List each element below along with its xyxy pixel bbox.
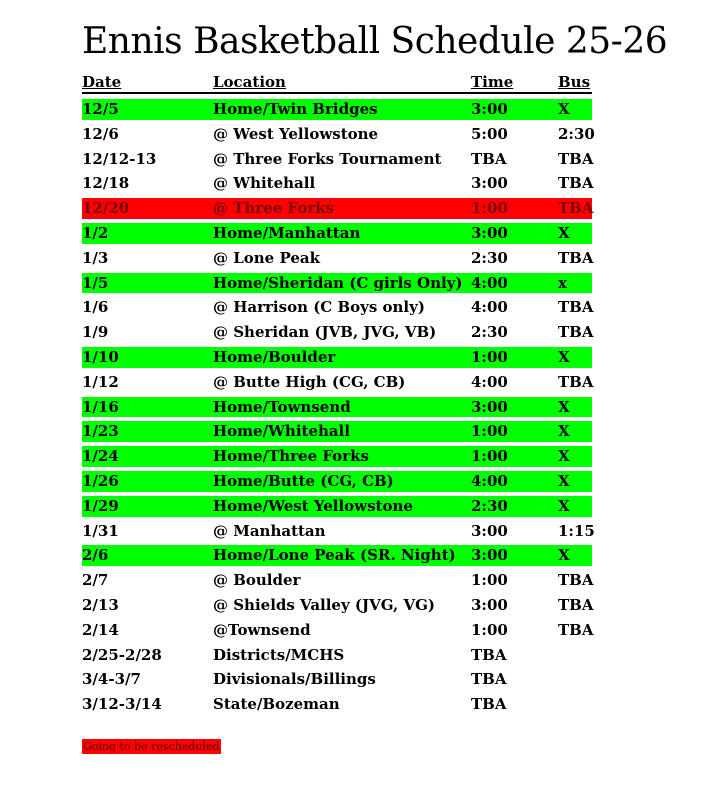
table-row — [82, 295, 592, 320]
table-row — [82, 370, 592, 395]
cell-location: Home/Boulder — [213, 347, 336, 366]
cell-bus: 1:15 — [558, 521, 595, 540]
cell-bus: TBA — [558, 620, 594, 639]
table-row — [82, 147, 592, 172]
table-row — [82, 618, 592, 643]
table-row — [82, 494, 592, 519]
cell-time: 4:00 — [471, 471, 508, 490]
page-title: Ennis Basketball Schedule 25-26 — [82, 21, 668, 62]
cell-location: @ Harrison (C Boys only) — [213, 298, 425, 317]
table-row — [82, 221, 592, 246]
cell-location: Home/Manhattan — [213, 223, 361, 242]
table-row — [82, 643, 592, 668]
table-row — [82, 246, 592, 271]
cell-bus: TBA — [558, 323, 594, 342]
cell-bus: X — [558, 546, 570, 565]
cell-time: 1:00 — [471, 347, 508, 366]
cell-time: TBA — [471, 695, 507, 714]
table-row — [82, 593, 592, 618]
cell-bus: X — [558, 471, 570, 490]
table-row — [82, 543, 592, 568]
cell-time: 2:30 — [471, 323, 508, 342]
cell-time: 3:00 — [471, 595, 508, 614]
cell-date: 1/6 — [82, 298, 109, 317]
cell-time: 2:30 — [471, 248, 508, 267]
cell-time: TBA — [471, 149, 507, 168]
cell-bus: X — [558, 496, 570, 515]
cell-location: Divisionals/Billings — [213, 670, 376, 689]
cell-bus: X — [558, 223, 570, 242]
cell-time: 1:00 — [471, 447, 508, 466]
cell-location: Home/Whitehall — [213, 422, 351, 441]
cell-location: @ Three Forks — [213, 199, 335, 218]
cell-bus: X — [558, 397, 570, 416]
cell-location: @ Three Forks Tournament — [213, 149, 442, 168]
table-row — [82, 692, 592, 717]
reschedule-legend: Going to be rescheduled — [83, 740, 220, 753]
table-row — [82, 395, 592, 420]
cell-location: @ Butte High (CG, CB) — [213, 372, 406, 391]
cell-bus: TBA — [558, 174, 594, 193]
table-row — [82, 469, 592, 494]
table-row — [82, 345, 592, 370]
table-row — [82, 97, 592, 122]
table-row — [82, 122, 595, 147]
table-body — [82, 97, 595, 717]
table-row — [82, 320, 592, 345]
row-highlight — [82, 173, 592, 194]
cell-date: 1/12 — [82, 372, 119, 391]
cell-bus: TBA — [558, 199, 594, 218]
table-row — [82, 419, 592, 444]
table-row — [82, 271, 592, 296]
cell-time: 1:00 — [471, 422, 508, 441]
header-date: Date — [82, 73, 122, 91]
cell-bus: TBA — [558, 149, 594, 168]
cell-location: @ Manhattan — [213, 521, 326, 540]
header-time: Time — [471, 73, 514, 91]
cell-time: 3:00 — [471, 521, 508, 540]
cell-date: 1/3 — [82, 248, 109, 267]
cell-bus: TBA — [558, 248, 594, 267]
cell-date: 1/29 — [82, 496, 119, 515]
cell-time: 1:00 — [471, 199, 508, 218]
table-row — [82, 196, 592, 221]
cell-date: 2/25-2/28 — [82, 645, 162, 664]
cell-date: 2/7 — [82, 571, 109, 590]
cell-location: @ Sheridan (JVB, JVG, VB) — [213, 323, 437, 342]
table-row — [82, 667, 592, 692]
cell-bus: TBA — [558, 571, 594, 590]
cell-time: 4:00 — [471, 298, 508, 317]
schedule-table — [82, 72, 595, 717]
cell-bus: 2:30 — [558, 124, 595, 143]
cell-time: 5:00 — [471, 124, 508, 143]
cell-time: 1:00 — [471, 571, 508, 590]
cell-location: Home/Sheridan (C girls Only) — [213, 273, 463, 292]
cell-date: 1/10 — [82, 347, 119, 366]
cell-location: State/Bozeman — [213, 695, 340, 714]
cell-date: 12/5 — [82, 100, 119, 118]
row-highlight — [82, 620, 592, 641]
row-highlight — [82, 521, 592, 542]
cell-location: Home/Lone Peak (SR. Night) — [213, 546, 456, 565]
cell-bus: X — [558, 447, 570, 466]
row-highlight — [82, 347, 592, 368]
header-bus: Bus — [558, 73, 591, 91]
cell-bus: X — [558, 100, 570, 118]
cell-date: 2/6 — [82, 546, 109, 565]
cell-date: 2/14 — [82, 620, 119, 639]
row-highlight — [82, 198, 592, 219]
cell-time: 3:00 — [471, 100, 508, 118]
cell-time: 3:00 — [471, 174, 508, 193]
cell-date: 1/31 — [82, 521, 119, 540]
cell-date: 1/5 — [82, 273, 109, 292]
cell-location: @ Lone Peak — [213, 248, 320, 267]
row-highlight — [82, 570, 592, 591]
cell-time: 2:30 — [471, 496, 508, 515]
cell-bus: X — [558, 422, 570, 441]
cell-time: TBA — [471, 670, 507, 689]
cell-date: 1/26 — [82, 471, 119, 490]
cell-date: 3/12-3/14 — [82, 695, 162, 714]
cell-location: Home/Townsend — [213, 397, 351, 416]
cell-bus: x — [558, 273, 567, 292]
cell-time: 3:00 — [471, 223, 508, 242]
cell-date: 1/2 — [82, 223, 109, 242]
cell-location: @Townsend — [213, 620, 311, 639]
cell-location: Home/Twin Bridges — [213, 100, 378, 118]
cell-time: TBA — [471, 645, 507, 664]
table-row — [82, 171, 592, 196]
cell-bus: TBA — [558, 372, 594, 391]
table-header — [82, 72, 592, 94]
table-row — [82, 519, 595, 544]
cell-date: 3/4-3/7 — [82, 670, 141, 689]
cell-time: 4:00 — [471, 273, 508, 292]
cell-bus: TBA — [558, 298, 594, 317]
cell-time: 4:00 — [471, 372, 508, 391]
cell-location: @ Whitehall — [213, 174, 316, 193]
cell-time: 1:00 — [471, 620, 508, 639]
cell-location: @ Shields Valley (JVG, VG) — [213, 595, 436, 614]
cell-location: @ West Yellowstone — [213, 124, 379, 143]
row-highlight — [82, 248, 592, 269]
table-row — [82, 444, 592, 469]
cell-location: Districts/MCHS — [213, 645, 345, 664]
header-location: Location — [213, 73, 286, 91]
cell-location: @ Boulder — [213, 571, 301, 590]
cell-bus: X — [558, 347, 570, 366]
cell-bus: TBA — [558, 595, 594, 614]
cell-time: 3:00 — [471, 397, 508, 416]
cell-date: 1/23 — [82, 422, 119, 441]
table-row — [82, 568, 592, 593]
cell-date: 1/16 — [82, 397, 119, 416]
cell-date: 12/6 — [82, 124, 119, 143]
cell-time: 3:00 — [471, 546, 508, 565]
cell-date: 12/18 — [82, 174, 130, 193]
cell-location: Home/West Yellowstone — [213, 496, 413, 515]
cell-date: 12/12-13 — [82, 149, 157, 168]
cell-date: 1/9 — [82, 323, 109, 342]
cell-location: Home/Three Forks — [213, 447, 369, 466]
cell-date: 12/20 — [82, 199, 130, 218]
cell-date: 1/24 — [82, 447, 119, 466]
cell-location: Home/Butte (CG, CB) — [213, 471, 394, 490]
cell-date: 2/13 — [82, 595, 119, 614]
